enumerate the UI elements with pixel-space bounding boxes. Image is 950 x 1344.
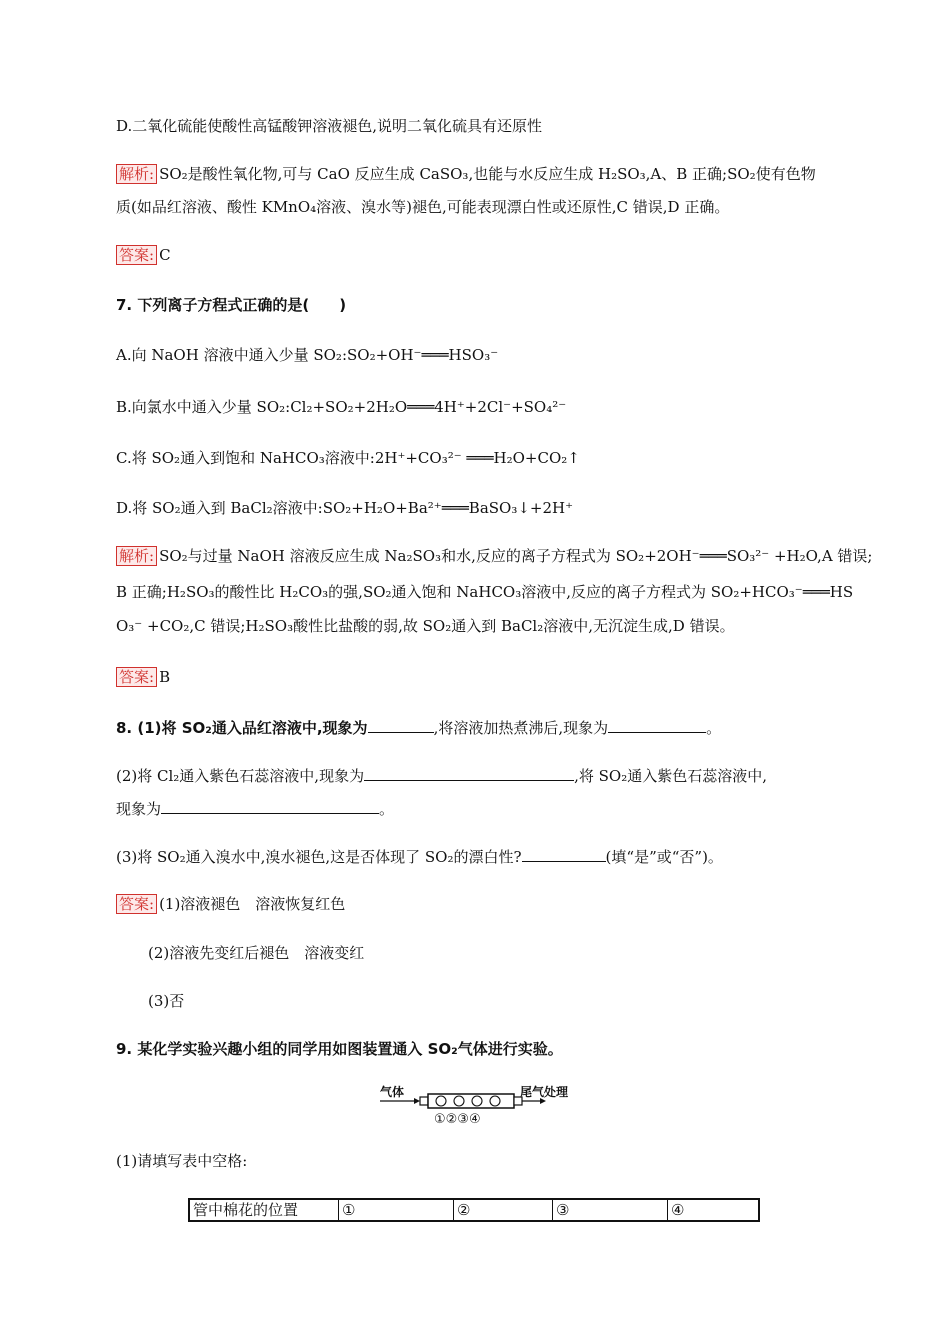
q8-answer-3: (3)否 xyxy=(148,992,185,1010)
q7-option-b: B.向氯水中通入少量 SO₂:Cl₂+SO₂+2H₂O═══4H⁺+2Cl⁻+SO₄²⁻ xyxy=(116,398,567,416)
q8-part-1: 8. (1)将 SO₂通入品红溶液中,现象为 ,将溶液加热煮沸后,现象为 。 xyxy=(116,719,722,737)
analysis-tag: 解析: xyxy=(116,546,157,566)
q7-analysis-line-1 xyxy=(116,545,872,567)
q8-part-3: (3)将 SO₂通入溴水中,溴水褪色,这是否体现了 SO₂的漂白性? (填“是”或“否”)。 xyxy=(116,848,723,866)
q7-option-c: C.将 SO₂通入到饱和 NaHCO₃溶液中:2H⁺+CO₃²⁻ ═══H₂O+CO₂↑ xyxy=(116,449,580,467)
diagram-gas-label: 气体 xyxy=(380,1085,405,1099)
table-cell: ③ xyxy=(553,1199,668,1221)
diagram-exhaust-label: 尾气处理 xyxy=(520,1085,569,1099)
table-cell: ② xyxy=(454,1199,553,1221)
q6-answer xyxy=(116,244,171,266)
table-row xyxy=(189,1199,759,1221)
q7-option-a: A.向 NaOH 溶液中通入少量 SO₂:SO₂+OH⁻═══HSO₃⁻ xyxy=(116,346,499,364)
analysis-tag: 解析: xyxy=(116,164,157,184)
option-d: D.二氧化硫能使酸性高锰酸钾溶液褪色,说明二氧化硫具有还原性 xyxy=(116,117,543,135)
answer-blank[interactable] xyxy=(364,766,574,781)
q7-option-d: D.将 SO₂通入到 BaCl₂溶液中:SO₂+H₂O+Ba²⁺═══BaSO₃↓+2H⁺ xyxy=(116,499,574,517)
q6-analysis-line-2: 质(如品红溶液、酸性 KMnO₄溶液、溴水等)褪色,可能表现漂白性或还原性,C 错误,D 正确。 xyxy=(116,198,730,216)
q6-analysis-line-1 xyxy=(116,163,816,185)
q7-stem: 7. 下列离子方程式正确的是( ) xyxy=(116,296,347,314)
q9-sub-1: (1)请填写表中空格: xyxy=(116,1152,248,1170)
table-header-cell: 管中棉花的位置 xyxy=(189,1199,339,1221)
q7-analysis-line-3: O₃⁻ +CO₂,C 错误;H₂SO₃酸性比盐酸的弱,故 SO₂通入到 BaCl₂溶液中,无沉淀生成,D 错误。 xyxy=(116,617,735,635)
answer-text: (1)溶液褪色 溶液恢复红色 xyxy=(159,895,346,913)
q8-answer-2: (2)溶液先变红后褪色 溶液变红 xyxy=(148,944,365,962)
q8-part-2-cont: 现象为 。 xyxy=(116,800,395,818)
q9-stem: 9. 某化学实验兴趣小组的同学用如图装置通入 SO₂气体进行实验。 xyxy=(116,1040,563,1058)
q7-analysis-line-2: B 正确;H₂SO₃的酸性比 H₂CO₃的强,SO₂通入饱和 NaHCO₃溶液中,反应的离子方程式为 SO₂+HCO₃⁻═══HS xyxy=(116,583,854,601)
answer-blank[interactable] xyxy=(522,847,606,862)
q8-part-2: (2)将 Cl₂通入紫色石蕊溶液中,现象为 ,将 SO₂通入紫色石蕊溶液中, xyxy=(116,767,767,785)
table-cell: ① xyxy=(339,1199,454,1221)
answer-blank[interactable] xyxy=(608,718,706,733)
apparatus-diagram xyxy=(380,1083,580,1129)
answer-text: C xyxy=(159,246,171,264)
answer-text: B xyxy=(159,668,171,686)
answer-tag: 答案: xyxy=(116,245,157,265)
answer-blank[interactable] xyxy=(368,718,434,733)
q7-answer xyxy=(116,666,170,688)
table-cell: ④ xyxy=(668,1199,760,1221)
cotton-position-table xyxy=(188,1198,760,1222)
answer-tag: 答案: xyxy=(116,667,157,687)
analysis-text: SO₂与过量 NaOH 溶液反应生成 Na₂SO₃和水,反应的离子方程式为 SO₂+2OH⁻═══SO₃²⁻ +H₂O,A 错误; xyxy=(159,547,873,565)
answer-tag: 答案: xyxy=(116,894,157,914)
diagram-position-labels: ①②③④ xyxy=(434,1112,481,1127)
analysis-text: SO₂是酸性氧化物,可与 CaO 反应生成 CaSO₃,也能与水反应生成 H₂SO₃,A、B 正确;SO₂使有色物 xyxy=(159,165,816,183)
q8-answer xyxy=(116,893,345,915)
answer-blank[interactable] xyxy=(161,799,379,814)
